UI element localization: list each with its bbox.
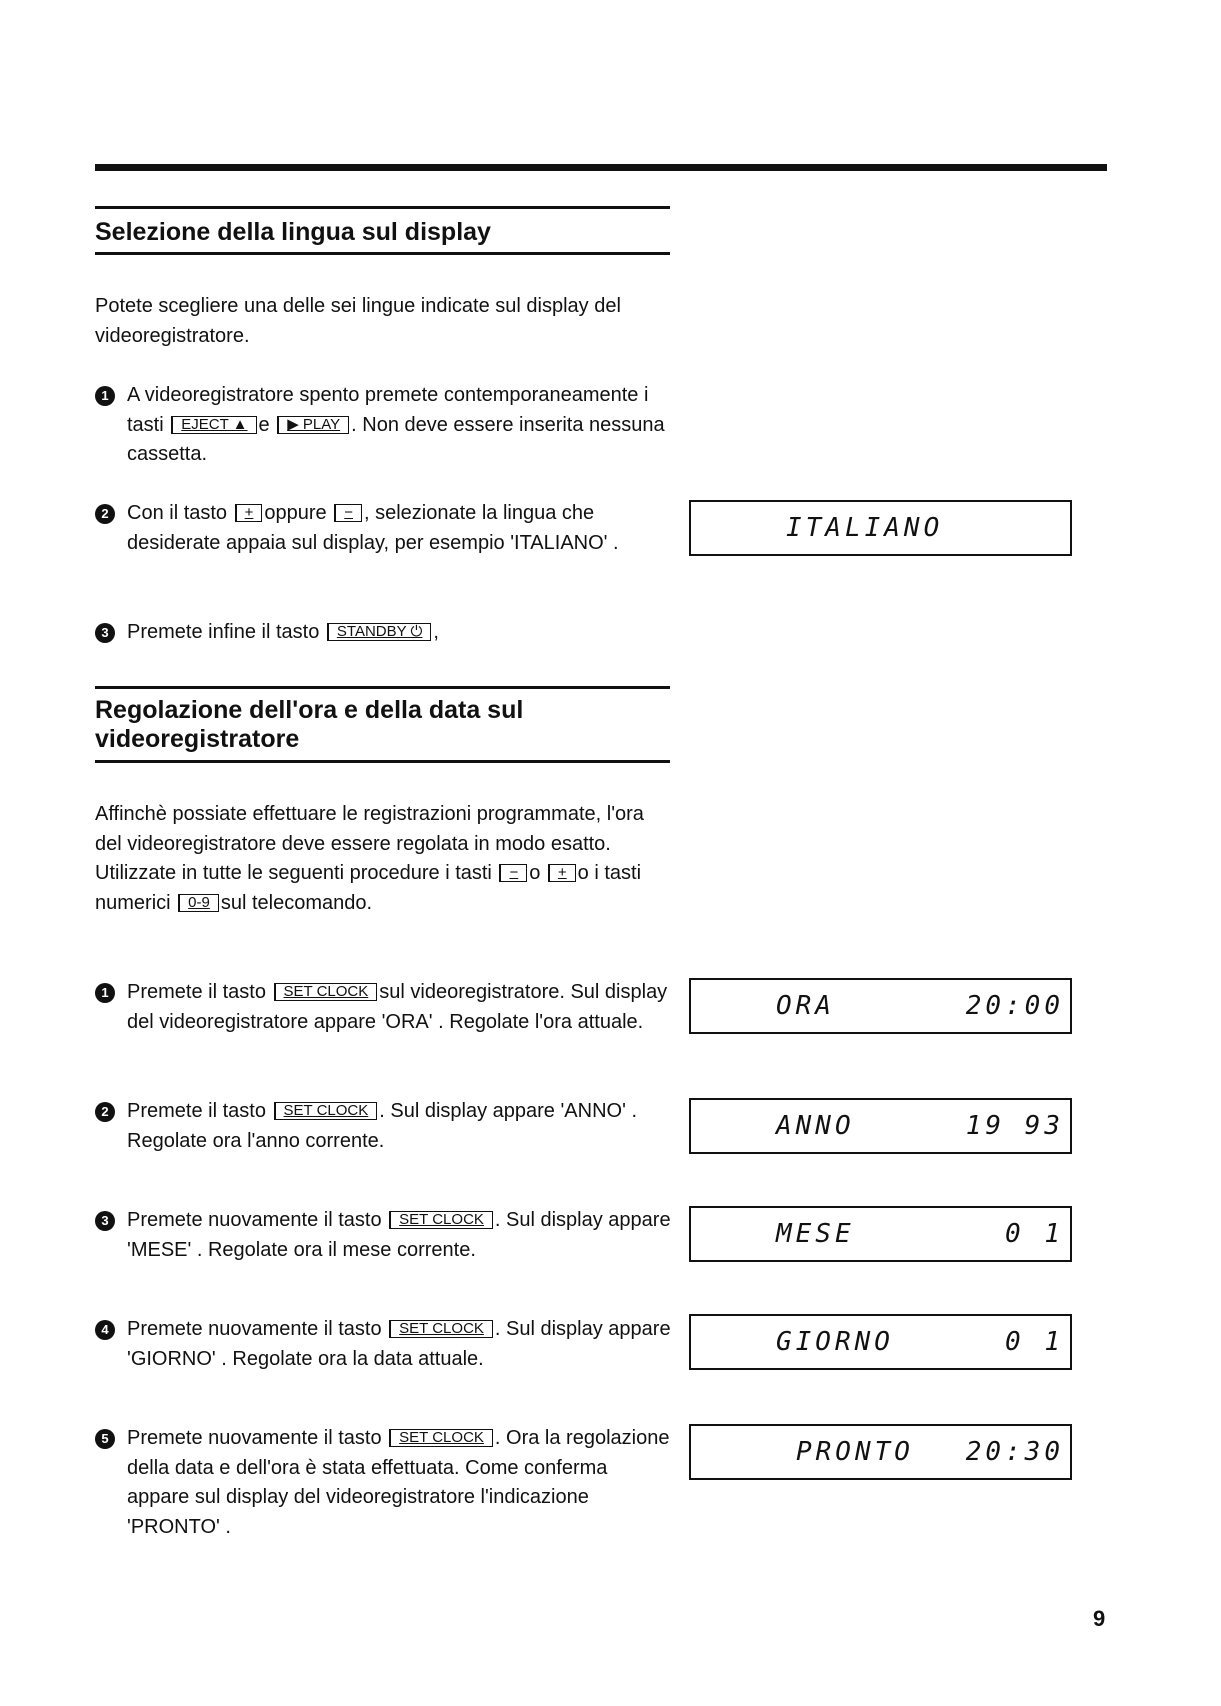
- step-number: 1: [95, 386, 115, 406]
- step-number: 2: [95, 504, 115, 524]
- s2-step-3: [95, 1206, 675, 1265]
- lcd-left-text: MESE: [776, 1219, 855, 1249]
- intro-text: o: [529, 862, 541, 884]
- section2-intro: [95, 800, 675, 918]
- step-text: , selezionate la lingua che desiderate appaia sul display, per esempio 'ITALIANO' .: [127, 502, 619, 554]
- lcd-display-giorno: [689, 1314, 1072, 1370]
- set-clock-key: SET CLOCK: [274, 983, 378, 1001]
- s2-step-5: [95, 1424, 675, 1542]
- step-text: ,: [433, 621, 439, 643]
- s2-step-4: [95, 1315, 675, 1374]
- set-clock-key: SET CLOCK: [274, 1102, 378, 1120]
- page-number: 9: [1093, 1606, 1106, 1631]
- plus-key: +: [235, 504, 263, 522]
- step-number: 3: [95, 1211, 115, 1231]
- lcd-display-language: [689, 500, 1072, 556]
- set-clock-key: SET CLOCK: [389, 1429, 493, 1447]
- step-text: sul videoregistratore. Sul display del videoregistratore appare 'ORA' . Regolate l'ora attuale.: [127, 981, 668, 1033]
- s1-step-3: [95, 618, 675, 648]
- set-clock-key: SET CLOCK: [389, 1211, 493, 1229]
- plus-key: +: [548, 864, 576, 882]
- lcd-right-text: 19 93: [965, 1111, 1064, 1141]
- step-number: 1: [95, 983, 115, 1003]
- step-text: . Ora la regolazione della data e dell'ora è stata effettuata. Come conferma appare sul display del videoregistratore l'indicazione 'PRONTO' .: [127, 1427, 670, 1538]
- step-text: Premete il tasto: [127, 1100, 266, 1122]
- step-text: . Non deve essere inserita nessuna cassetta.: [127, 413, 665, 465]
- step-text: oppure: [264, 502, 327, 524]
- section1-title: Selezione della lingua sul display: [95, 218, 491, 246]
- step-number: 5: [95, 1429, 115, 1449]
- numeric-key: 0-9: [178, 894, 219, 912]
- step-text: Premete nuovamente il tasto: [127, 1318, 382, 1340]
- lcd-left-text: PRONTO: [796, 1437, 914, 1467]
- section2-top-rule: [95, 686, 670, 689]
- section2-title: Regolazione dell'ora e della data sul videoregistratore: [95, 696, 524, 753]
- section1-top-rule: [95, 206, 670, 209]
- set-clock-key: SET CLOCK: [389, 1320, 493, 1338]
- lcd-right-text: 20:30: [965, 1437, 1064, 1467]
- section1-bottom-rule: [95, 252, 670, 255]
- step-number: 3: [95, 623, 115, 643]
- step-text: Premete infine il tasto: [127, 621, 320, 643]
- step-number: 2: [95, 1102, 115, 1122]
- intro-text: o i tasti numerici: [95, 862, 642, 914]
- lcd-left-text: ANNO: [776, 1111, 855, 1141]
- section2-bottom-rule: [95, 760, 670, 763]
- step-text: Premete nuovamente il tasto: [127, 1427, 382, 1449]
- lcd-left-text: GIORNO: [776, 1327, 894, 1357]
- intro-text: Affinchè possiate effettuare le registrazioni programmate, l'ora del videoregistratore deve essere regolata in modo esatto. Utilizzate in tutte le seguenti procedure i tasti: [95, 803, 644, 884]
- minus-key: −: [334, 504, 362, 522]
- s1-step-1: [95, 381, 675, 470]
- standby-key: STANDBY ⏻: [327, 623, 432, 641]
- top-thick-rule: [95, 164, 1107, 171]
- s1-step-2: [95, 499, 675, 558]
- intro-text: sul telecomando.: [220, 891, 373, 914]
- lcd-right-text: 0 1: [1005, 1219, 1064, 1249]
- minus-key: −: [499, 864, 527, 882]
- step-number: 4: [95, 1320, 115, 1340]
- lcd-right-text: 20:00: [965, 991, 1064, 1021]
- step-text: e: [258, 413, 270, 436]
- step-text: . Sul display appare 'MESE' . Regolate ora il mese corrente.: [127, 1209, 671, 1261]
- step-text: Con il tasto: [127, 502, 228, 524]
- s2-step-2: [95, 1097, 675, 1156]
- lcd-left-text: ITALIANO: [786, 513, 944, 543]
- lcd-display-pronto: [689, 1424, 1072, 1480]
- lcd-left-text: ORA: [776, 991, 835, 1021]
- step-text: A videoregistratore spento premete contemporaneamente i tasti: [127, 384, 649, 436]
- step-text: Premete il tasto: [127, 981, 266, 1003]
- section1-intro: Potete scegliere una delle sei lingue indicate sul display del videoregistratore.: [95, 295, 621, 347]
- s2-step-1: [95, 978, 675, 1037]
- step-text: . Sul display appare 'ANNO' . Regolate ora l'anno corrente.: [127, 1100, 638, 1152]
- lcd-display-anno: [689, 1098, 1072, 1154]
- lcd-right-text: 0 1: [1005, 1327, 1064, 1357]
- play-key: ▶ PLAY: [277, 416, 349, 434]
- step-text: . Sul display appare 'GIORNO' . Regolate ora la data attuale.: [127, 1318, 671, 1370]
- lcd-display-mese: [689, 1206, 1072, 1262]
- eject-key: EJECT ▲: [171, 416, 256, 434]
- step-text: Premete nuovamente il tasto: [127, 1209, 382, 1231]
- lcd-display-ora: [689, 978, 1072, 1034]
